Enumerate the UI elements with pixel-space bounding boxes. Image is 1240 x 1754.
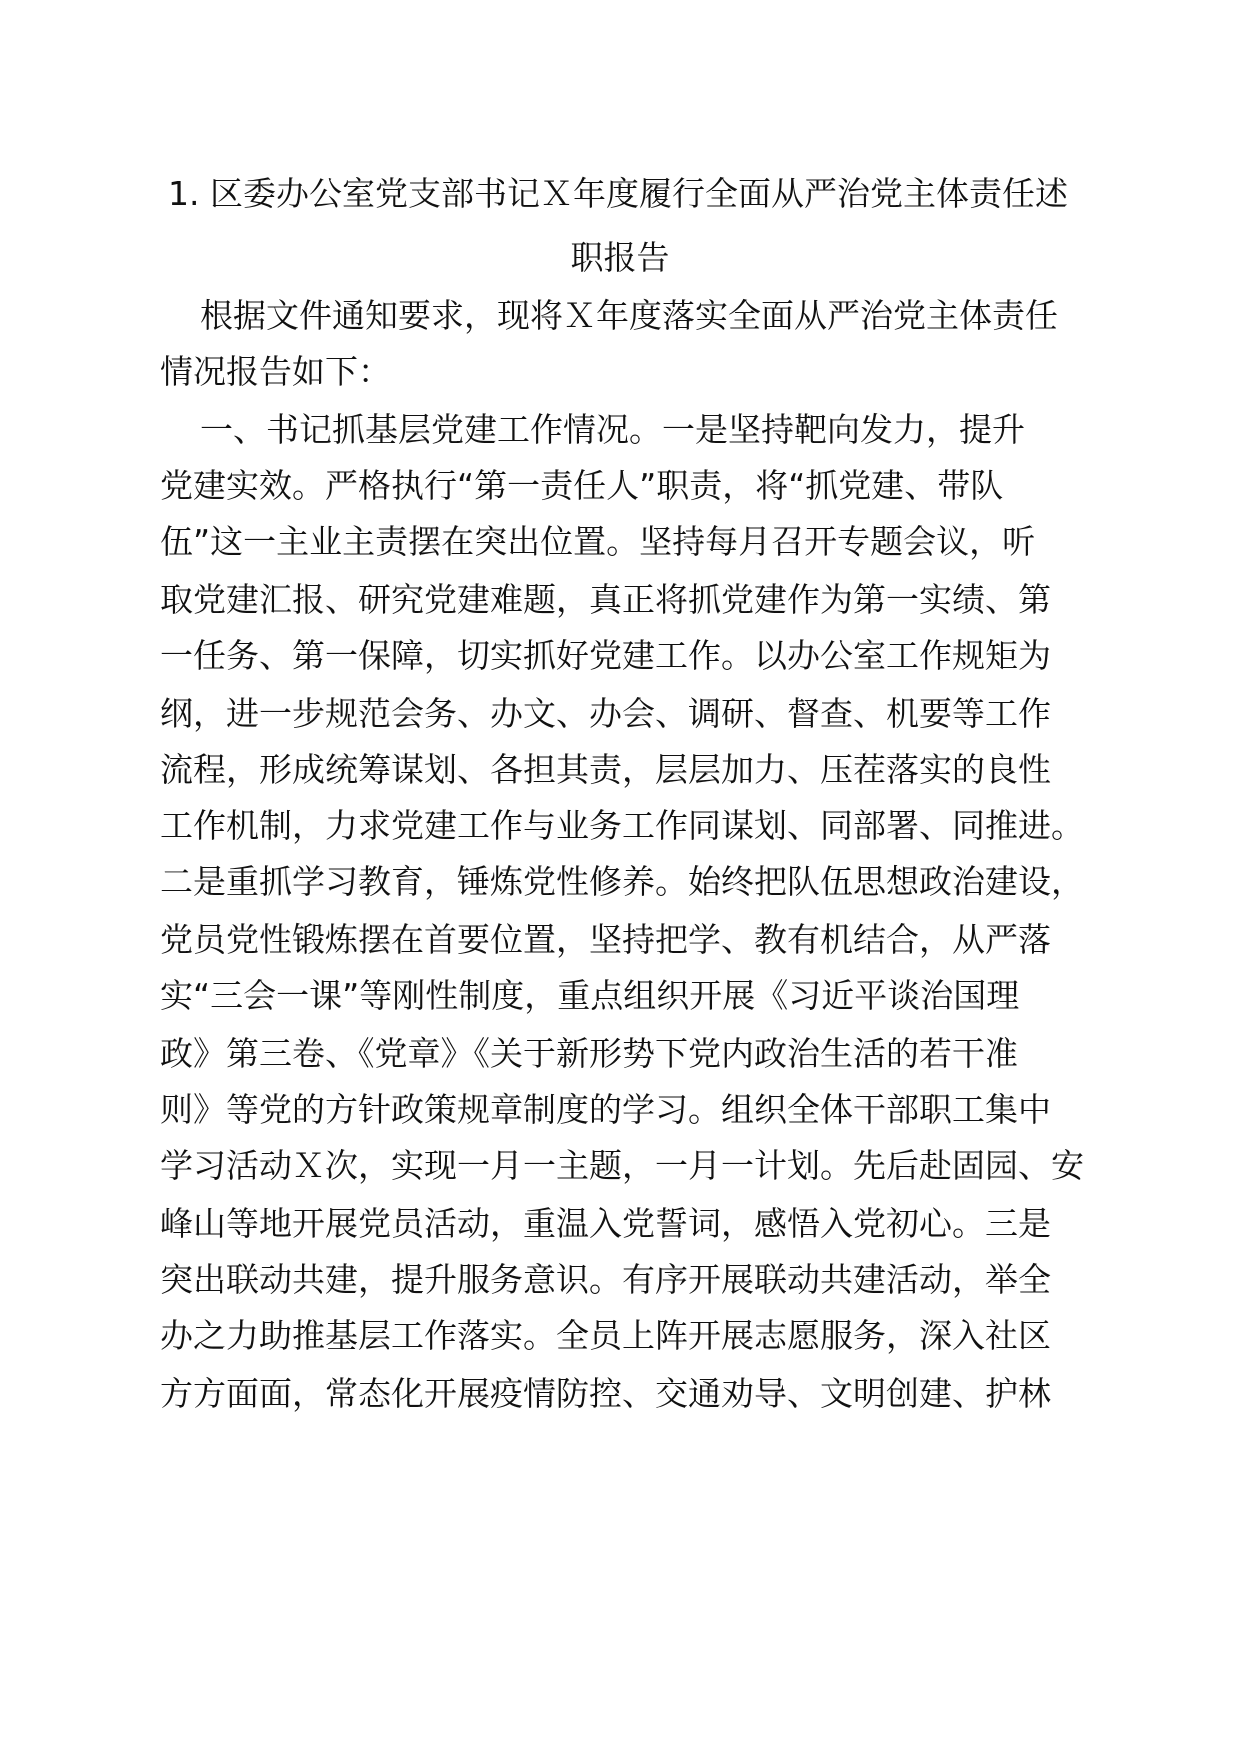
body-line: 伍”这一主业主责摆在突出位置。坚持每月召开专题会议，听	[160, 522, 1036, 561]
body-line: 办之力助推基层工作落实。全员上阵开展志愿服务，深入社区	[160, 1316, 1051, 1355]
body-line: 则》等党的方针政策规章制度的学习。组织全体干部职工集中	[160, 1090, 1051, 1129]
body-line: 根据文件通知要求，现将Ｘ年度落实全面从严治党主体责任	[200, 296, 1058, 335]
body-line: 实“三会一课”等刚性制度，重点组织开展《习近平谈治国理	[160, 976, 1020, 1015]
body-line: 一任务、第一保障，切实抓好党建工作。以办公室工作规矩为	[160, 636, 1051, 675]
body-line: 政》第三卷、《党章》《关于新形势下党内政治生活的若干准	[160, 1034, 1018, 1073]
body-line: 党建实效。严格执行“第一责任人”职责，将“抓党建、带队	[160, 466, 1004, 505]
body-line: 取党建汇报、研究党建难题，真正将抓党建作为第一实绩、第	[160, 580, 1051, 619]
body-line: 工作机制，力求党建工作与业务工作同谋划、同部署、同推进。	[160, 806, 1084, 845]
body-line: 学习活动Ｘ次，实现一月一主题，一月一计划。先后赴固园、安	[160, 1146, 1084, 1185]
title-line-1: 1. 区委办公室党支部书记Ｘ年度履行全面从严治党主体责任述	[168, 174, 1068, 213]
body-line: 二是重抓学习教育，锤炼党性修养。始终把队伍思想政治建设，	[160, 862, 1084, 901]
body-line: 方方面面，常态化开展疫情防控、交通劝导、文明创建、护林	[160, 1374, 1051, 1413]
body-line: 流程，形成统筹谋划、各担其责，层层加力、压茬落实的良性	[160, 750, 1051, 789]
body-line: 突出联动共建，提升服务意识。有序开展联动共建活动，举全	[160, 1260, 1051, 1299]
title-line-2: 职报告	[570, 238, 670, 277]
body-line: 峰山等地开展党员活动，重温入党誓词，感悟入党初心。三是	[160, 1204, 1051, 1243]
body-line: 情况报告如下：	[160, 352, 391, 391]
body-line: 党员党性锻炼摆在首要位置，坚持把学、教有机结合，从严落	[160, 920, 1051, 959]
body-line: 一、书记抓基层党建工作情况。一是坚持靶向发力，提升	[200, 410, 1025, 449]
body-line: 纲，进一步规范会务、办文、办会、调研、督查、机要等工作	[160, 694, 1051, 733]
